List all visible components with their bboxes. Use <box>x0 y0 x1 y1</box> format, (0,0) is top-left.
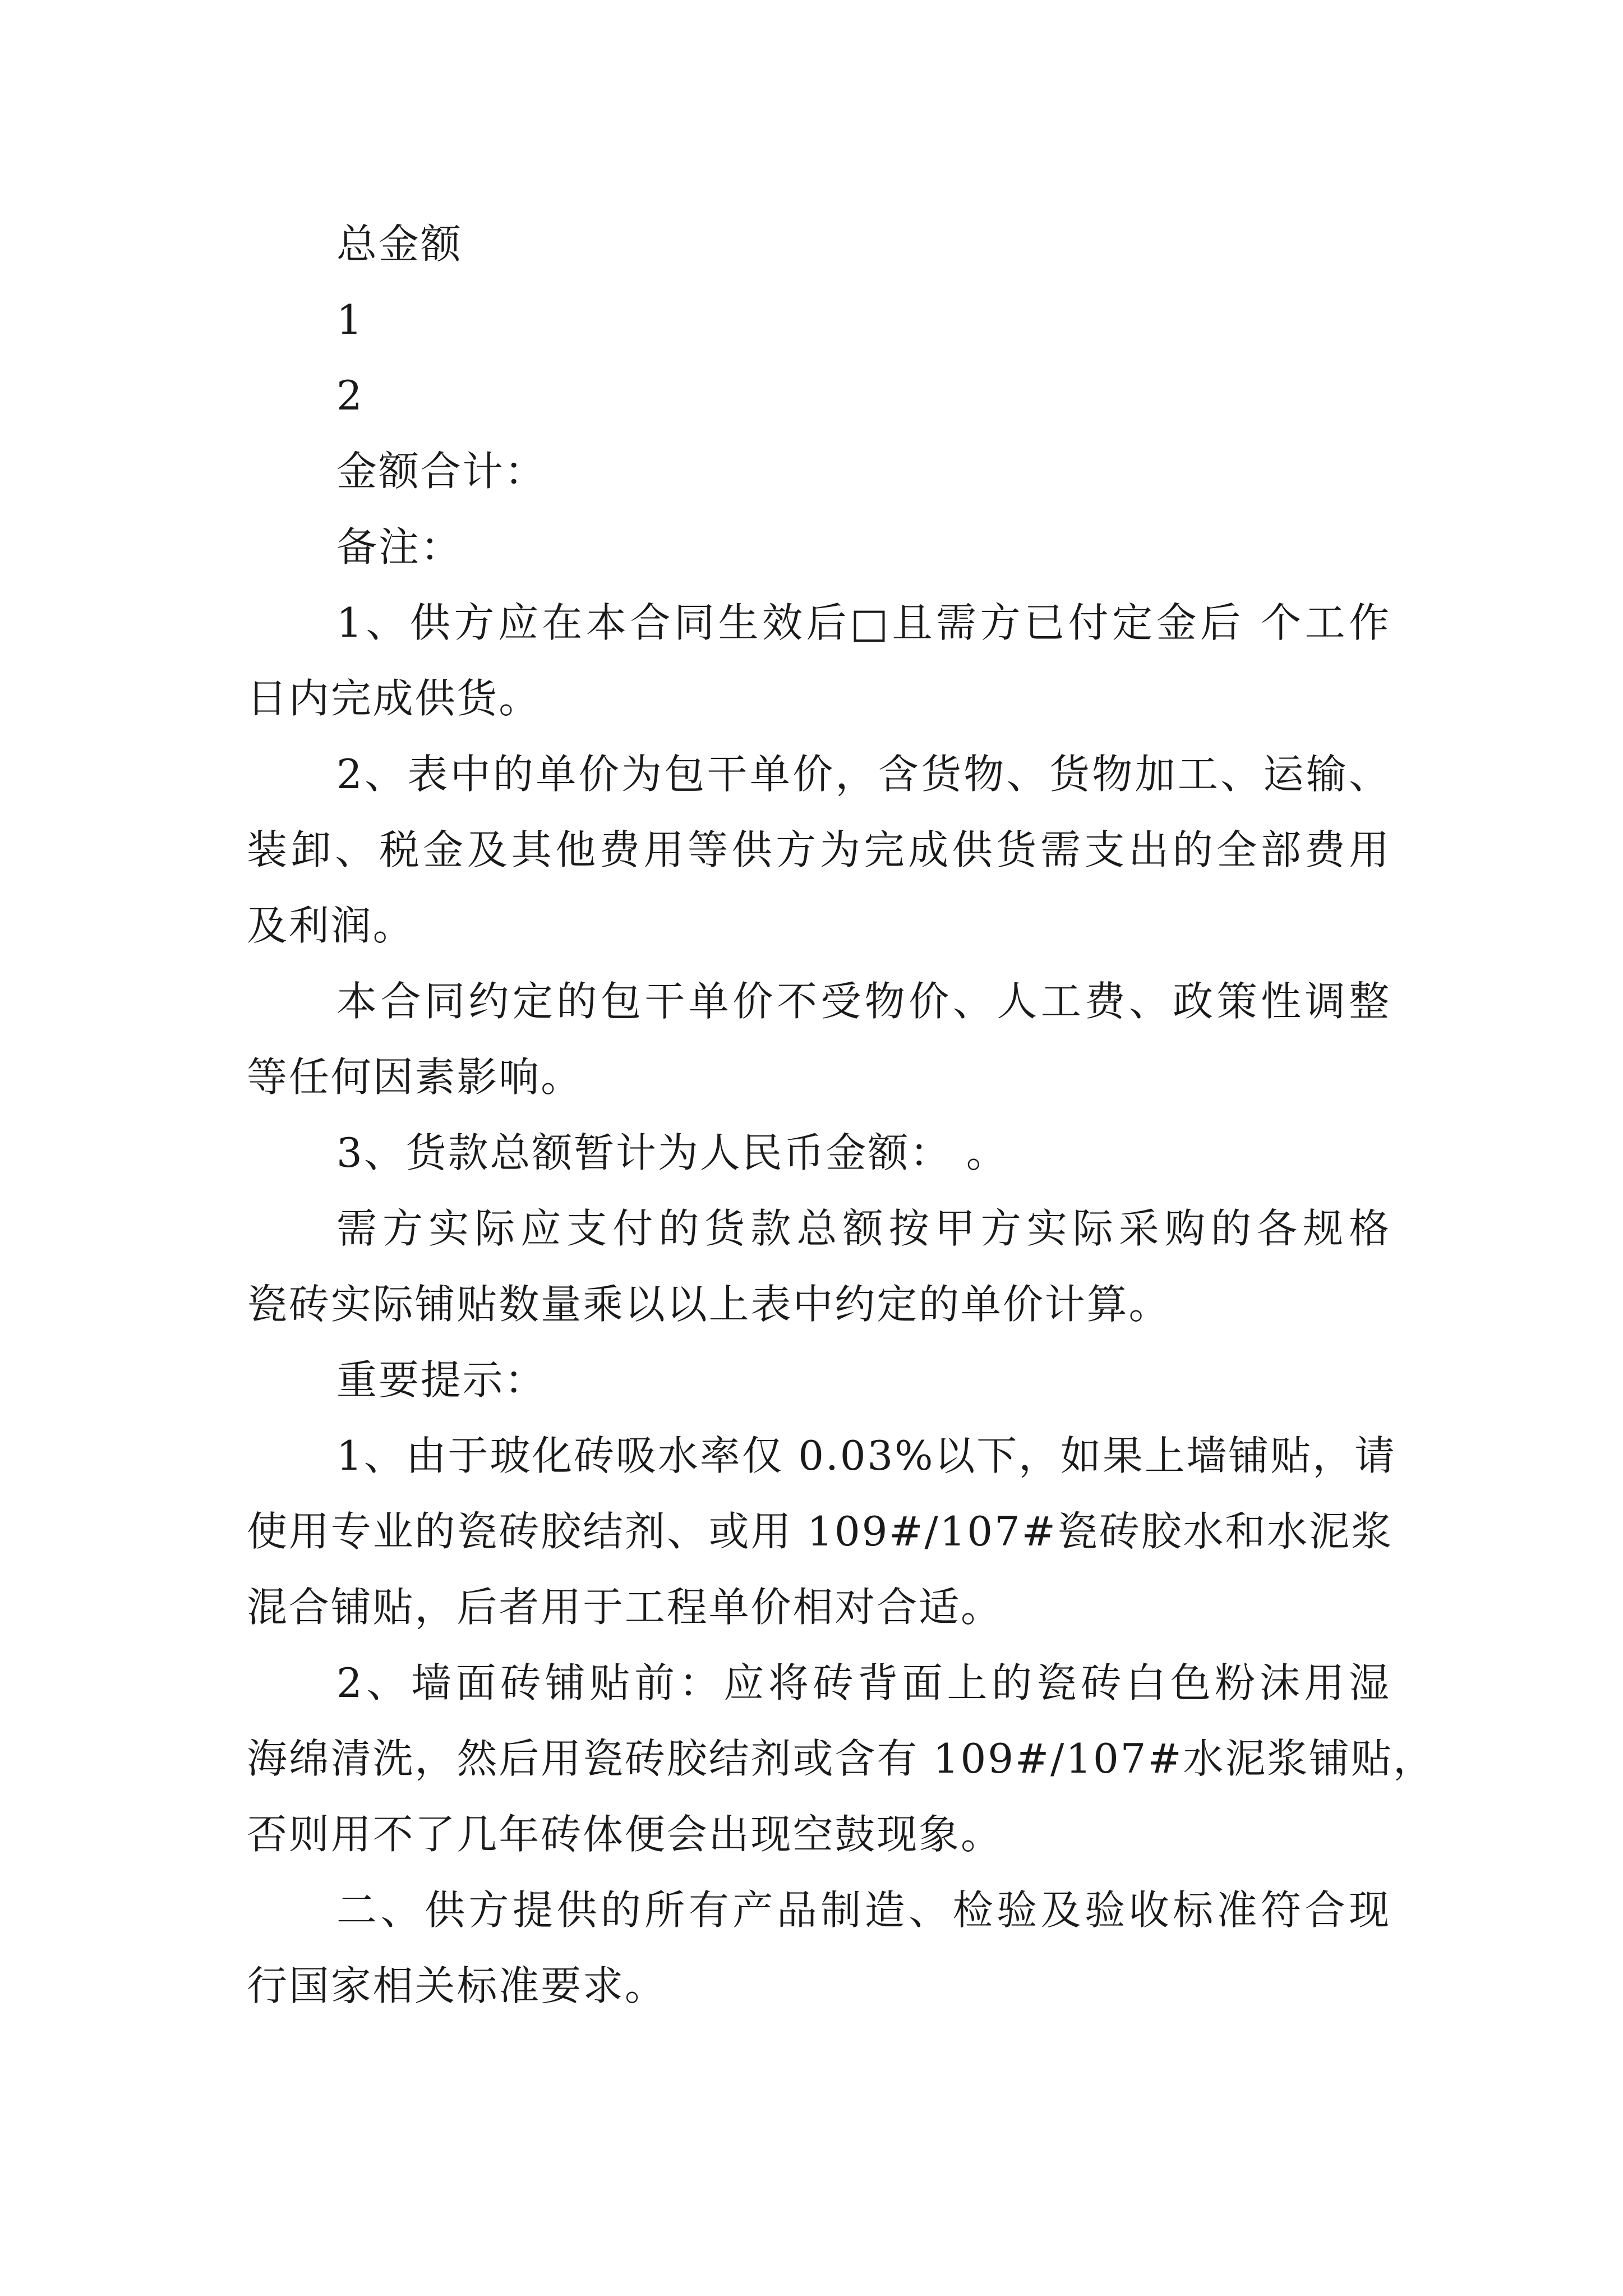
table-header-total-amount: 总金额 <box>336 220 463 268</box>
remark-3-line-1: 3、货款总额暂计为人民币金额： 。 <box>336 1129 1008 1176</box>
important-notice-heading: 重要提示： <box>336 1356 547 1404</box>
notice-1-line-1: 1、由于玻化砖吸水率仅 0.03%以下，如果上墙铺贴，请 <box>336 1432 1397 1479</box>
clause-2-line-2: 行国家相关标准要求。 <box>247 1962 667 2009</box>
notice-1-line-3: 混合铺贴，后者用于工程单价相对合适。 <box>247 1584 1003 1631</box>
remark-1-line-2: 日内完成供货。 <box>247 675 541 722</box>
notice-2-line-2: 海绵清洗，然后用瓷砖胶结剂或含有 109#/107#水泥浆铺贴， <box>247 1735 1435 1782</box>
remarks-heading: 备注： <box>336 523 463 570</box>
amount-total-label: 金额合计： <box>336 448 547 495</box>
clause-2-line-1: 二、供方提供的所有产品制造、检验及验收标准符合现 <box>336 1887 1391 1934</box>
remark-2b-line-2: 等任何因素影响。 <box>247 1053 583 1101</box>
remark-2-line-3: 及利润。 <box>247 902 415 949</box>
notice-1-line-2: 使用专业的瓷砖胶结剂、或用 109#/107#瓷砖胶水和水泥浆 <box>247 1508 1393 1555</box>
notice-2-line-1: 2、墙面砖铺贴前：应将砖背面上的瓷砖白色粉沫用湿 <box>336 1659 1391 1706</box>
remark-2-line-1: 2、表中的单价为包干单价，含货物、货物加工、运输、 <box>336 751 1391 798</box>
table-row-1: 1 <box>336 296 364 343</box>
remark-2-line-2: 装卸、税金及其他费用等供方为完成供货需支出的全部费用 <box>247 826 1391 873</box>
notice-2-line-3: 否则用不了几年砖体便会出现空鼓现象。 <box>247 1811 1003 1858</box>
remark-1-line-1: 1、供方应在本合同生效后□且需方已付定金后 个工作 <box>336 599 1391 646</box>
remark-3b-line-2: 瓷砖实际铺贴数量乘以以上表中约定的单价计算。 <box>247 1281 1171 1328</box>
table-row-2: 2 <box>336 372 364 419</box>
remark-2b-line-1: 本合同约定的包干单价不受物价、人工费、政策性调整 <box>336 978 1391 1025</box>
remark-3b-line-1: 需方实际应支付的货款总额按甲方实际采购的各规格 <box>336 1205 1391 1252</box>
